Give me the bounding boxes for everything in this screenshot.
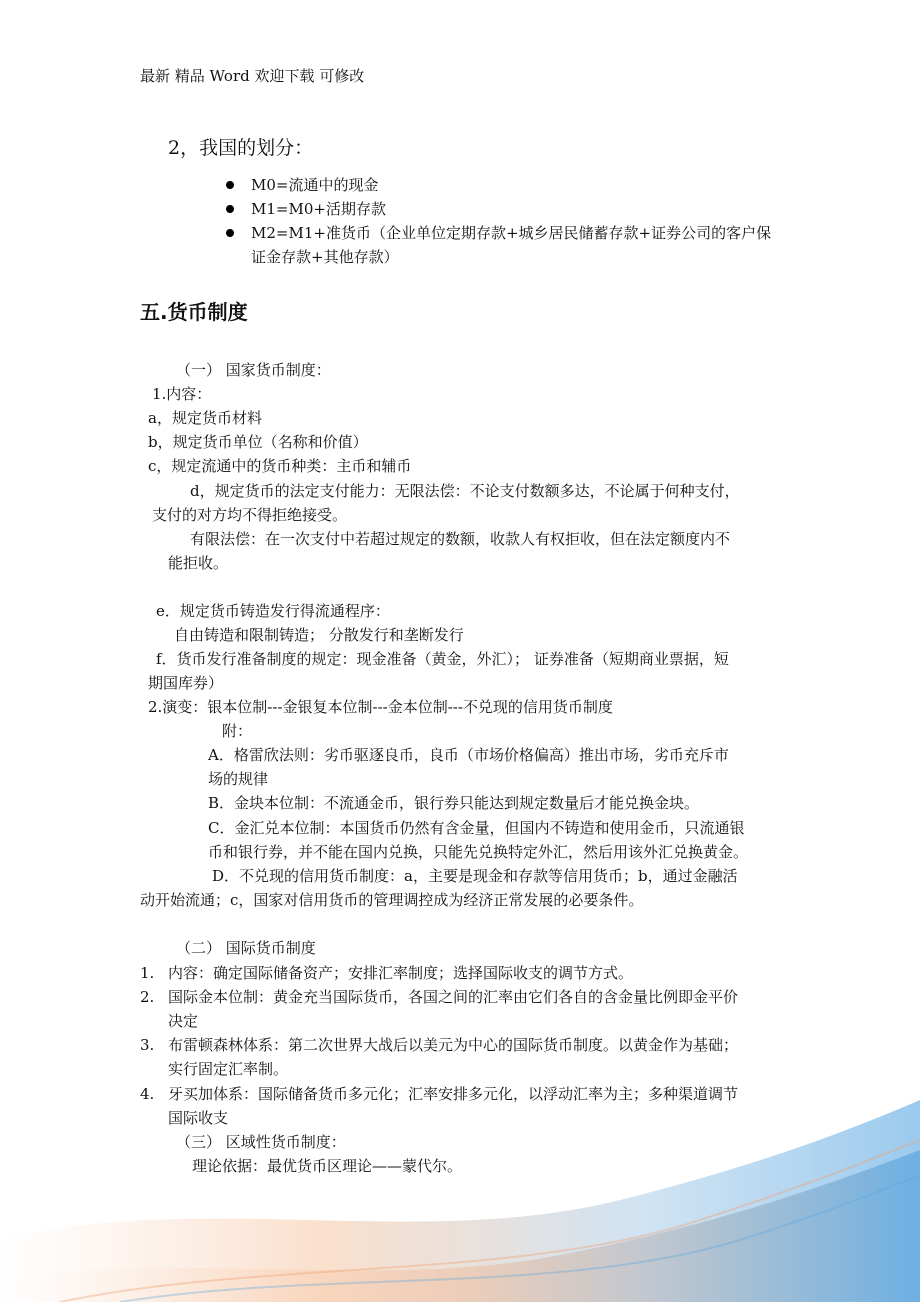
list-item: M1=M0+活期存款 xyxy=(251,200,386,218)
section-title-cn-division: 2，我国的划分： xyxy=(168,137,314,159)
paragraph: C．金汇兑本位制：本国货币仍然有含金量，但国内不铸造和使用金币，只流通银 xyxy=(208,819,745,837)
paragraph: d，规定货币的法定支付能力：无限法偿：不论支付数额多达，不论属于何种支付， xyxy=(190,482,740,500)
list-item: M2=M1+准货币（企业单位定期存款+城乡居民储蓄存款+证券公司的客户保 xyxy=(251,224,772,242)
paragraph: 理论依据：最优货币区理论——蒙代尔。 xyxy=(192,1157,463,1175)
paragraph: a，规定货币材料 xyxy=(148,409,262,427)
numbered-item-continuation: 国际收支 xyxy=(168,1109,229,1127)
paragraph: b，规定货币单位（名称和价值） xyxy=(148,433,368,451)
bullet-icon xyxy=(226,181,234,189)
section-heading-monetary-system: 五.货币制度 xyxy=(140,300,248,324)
numbered-item-number: 4. xyxy=(140,1085,155,1103)
paragraph: 动开始流通；c，国家对信用货币的管理调控成为经济正常发展的必要条件。 xyxy=(140,891,644,909)
paragraph: 自由铸造和限制铸造； 分散发行和垄断发行 xyxy=(174,626,464,644)
paragraph: 场的规律 xyxy=(208,770,269,788)
numbered-item-number: 2. xyxy=(140,988,155,1006)
numbered-item: 牙买加体系：国际储备货币多元化；汇率安排多元化，以浮动汇率为主；多种渠道调节 xyxy=(168,1085,739,1103)
paragraph: c，规定流通中的货币种类：主币和辅币 xyxy=(148,457,412,475)
numbered-item-number: 1. xyxy=(140,964,155,982)
paragraph: 币和银行券，并不能在国内兑换，只能先兑换特定外汇，然后用该外汇兑换黄金。 xyxy=(208,843,749,861)
numbered-item-number: 3. xyxy=(140,1036,155,1054)
paragraph: 有限法偿：在一次支付中若超过规定的数额，收款人有权拒收，但在法定额度内不 xyxy=(190,530,731,548)
numbered-item-continuation: 实行固定汇率制。 xyxy=(168,1060,289,1078)
list-item: M0=流通中的现金 xyxy=(251,176,379,194)
bullet-icon xyxy=(226,229,234,237)
paragraph: 附： xyxy=(222,722,253,740)
numbered-item-continuation: 决定 xyxy=(168,1012,199,1030)
bullet-icon xyxy=(226,205,234,213)
paragraph: e．规定货币铸造发行得流通程序： xyxy=(156,602,390,620)
paragraph: f．货币发行准备制度的规定：现金准备（黄金，外汇）； 证券准备（短期商业票据，短 xyxy=(156,650,729,668)
paragraph: B．金块本位制：不流通金币，银行券只能达到规定数量后才能兑换金块。 xyxy=(208,794,700,812)
numbered-item: 布雷顿森林体系：第二次世界大战后以美元为中心的国际货币制度。以黄金作为基础； xyxy=(168,1036,739,1054)
paragraph: 期国库券） xyxy=(148,674,224,692)
paragraph: A．格雷欣法则：劣币驱逐良币，良币（市场价格偏高）推出市场，劣币充斥市 xyxy=(208,746,729,764)
subsection-title-regional: （三） 区域性货币制度： xyxy=(176,1133,346,1151)
numbered-item: 内容：确定国际储备资产；安排汇率制度；选择国际收支的调节方式。 xyxy=(168,964,634,982)
paragraph: D．不兑现的信用货币制度：a，主要是现金和存款等信用货币；b，通过金融活 xyxy=(212,867,738,885)
content-label: 1.内容： xyxy=(152,385,212,403)
subsection-title-international: （二） 国际货币制度 xyxy=(176,939,316,957)
page-header: 最新 精品 Word 欢迎下载 可修改 xyxy=(140,67,365,85)
paragraph: 支付的对方均不得拒绝接受。 xyxy=(152,506,348,524)
numbered-item: 国际金本位制：黄金充当国际货币，各国之间的汇率由它们各自的含金量比例即金平价 xyxy=(168,988,739,1006)
paragraph: 2.演变：银本位制---金银复本位制---金本位制---不兑现的信用货币制度 xyxy=(148,698,613,716)
list-item-continuation: 证金存款+其他存款） xyxy=(251,248,399,266)
paragraph: 能拒收。 xyxy=(168,554,229,572)
subsection-title-national: （一） 国家货币制度： xyxy=(176,361,331,379)
